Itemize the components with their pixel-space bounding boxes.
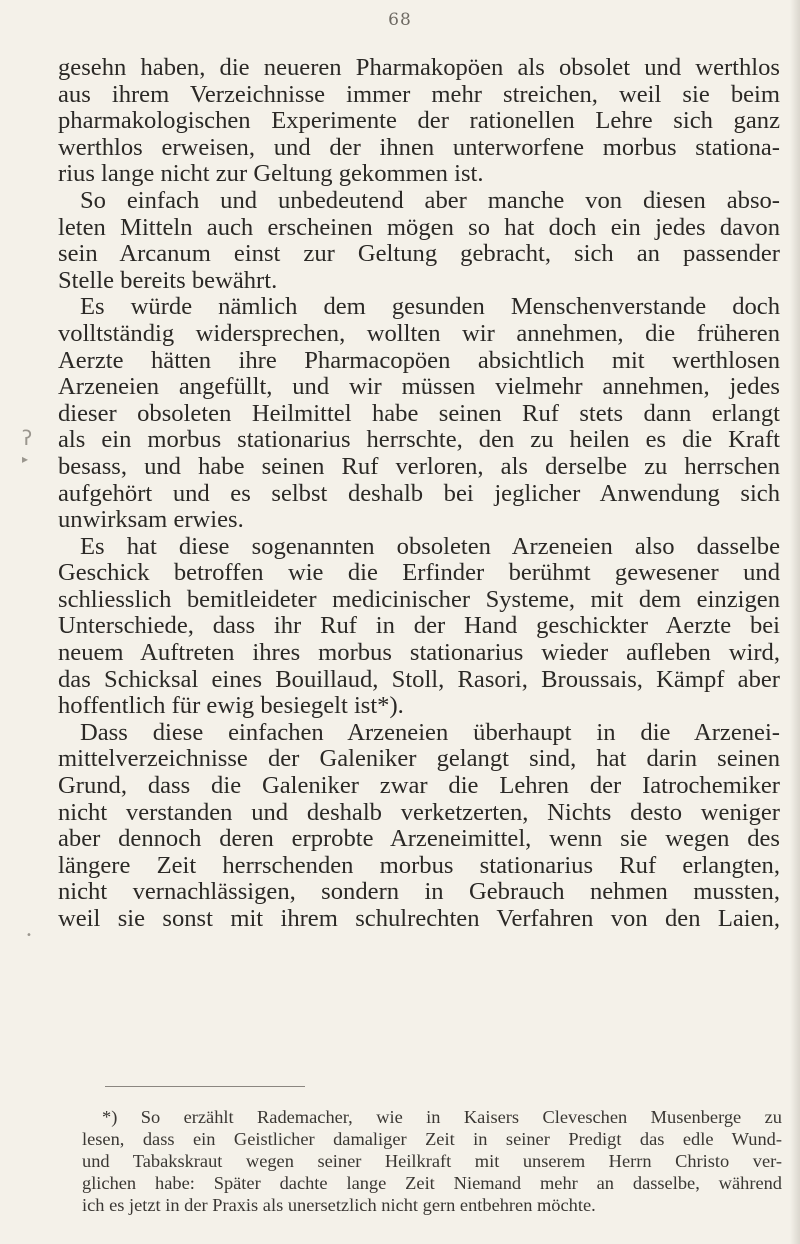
text-line: das Schicksal eines Bouillaud, Stoll, Rasori, Broussais, Kämpf aber: [58, 665, 780, 693]
text-line: Es hat diese sogenannten obsoleten Arzeneien also dasselbe: [80, 532, 780, 560]
text-line: neuem Auftreten ihres morbus stationarius wieder aufleben wird,: [58, 639, 780, 667]
footnote-divider: [105, 1086, 305, 1087]
text-line: Unterschiede, dass ihr Ruf in der Hand geschickter Aerzte bei: [58, 612, 780, 640]
text-line: gesehn haben, die neueren Pharmakopöen als obsolet und werthlos: [58, 54, 780, 81]
footnote-line: lesen, dass ein Geistlicher damaliger Zeit in seiner Predigt das edle Wund-: [82, 1129, 782, 1149]
text-line: aber dennoch deren erprobte Arzeneimittel, wenn sie wegen des: [58, 825, 780, 853]
footnote-line: glichen habe: Später dachte lange Zeit Niemand mehr an dasselbe, während: [82, 1173, 782, 1193]
text-line: Arzeneien angefüllt, und wir müssen vielmehr annehmen, jedes: [58, 373, 780, 401]
text-line: aufgehört und es selbst deshalb bei jeglicher Anwendung sich: [58, 479, 780, 507]
text-line: als ein morbus stationarius herrschte, den zu heilen es die Kraft: [58, 426, 780, 454]
text-line: längere Zeit herrschenden morbus stationarius Ruf erlangten,: [58, 851, 780, 879]
text-line: dieser obsoleten Heilmittel habe seinen Ruf stets dann erlangt: [58, 399, 780, 427]
footnote-line: *) So erzählt Rademacher, wie in Kaisers Cleveschen Musenberge zu: [102, 1107, 782, 1127]
margin-pencil-mark: ʔ: [22, 426, 33, 450]
page-number: 68: [388, 10, 412, 30]
margin-pencil-tick: ▸: [22, 452, 29, 466]
text-line: werthlos erweisen, und der ihnen unterworfene morbus stationa-: [58, 133, 780, 161]
text-line: hoffentlich für ewig besiegelt ist*).: [58, 692, 404, 720]
page-edge-shadow: [790, 0, 800, 1244]
text-line: So einfach und unbedeutend aber manche von diesen abso-: [80, 186, 780, 214]
main-text: [58, 55, 780, 933]
text-line: Es würde nämlich dem gesunden Menschenverstande doch: [80, 293, 780, 321]
text-line: schliesslich bemitleideter medicinischer Systeme, mit dem einzigen: [58, 585, 780, 613]
text-line: besass, und habe seinen Ruf verloren, als derselbe zu herrschen: [58, 452, 780, 480]
text-line: leten Mitteln auch erscheinen mögen so hat doch ein jedes davon: [58, 213, 780, 241]
text-line: Aerzte hätten ihre Pharmacopöen absichtlich mit werthlosen: [58, 346, 780, 374]
text-line: Dass diese einfachen Arzeneien überhaupt in die Arzenei-: [80, 718, 780, 746]
text-line: mittelverzeichnisse der Galeniker gelangt sind, hat darin seinen: [58, 745, 780, 773]
footnote-line: und Tabakskraut wegen seiner Heilkraft mit unserem Herrn Christo ver-: [82, 1151, 782, 1171]
text-line: pharmakologischen Experimente der rationellen Lehre sich ganz: [58, 107, 780, 135]
text-line: rius lange nicht zur Geltung gekommen ist.: [58, 160, 484, 188]
text-line: nicht verstanden und deshalb verketzerten, Nichts desto weniger: [58, 798, 780, 826]
text-line: aus ihrem Verzeichnisse immer mehr streichen, weil sie beim: [58, 80, 780, 108]
text-line: nicht vernachlässigen, sondern in Gebrauch nehmen mussten,: [58, 878, 780, 906]
footnote-line: ich es jetzt in der Praxis als unersetzlich nicht gern entbehren möchte.: [82, 1195, 596, 1215]
text-line: Grund, dass die Galeniker zwar die Lehren der Iatrochemiker: [58, 772, 780, 800]
text-line: weil sie sonst mit ihrem schulrechten Verfahren von den Laien,: [58, 905, 780, 932]
margin-pencil-dot: •: [26, 930, 32, 941]
text-line: sein Arcanum einst zur Geltung gebracht, sich an passender: [58, 240, 780, 268]
text-line: volltständig widersprechen, wollten wir annehmen, die früheren: [58, 319, 780, 347]
text-line: Geschick betroffen wie die Erfinder berühmt gewesener und: [58, 559, 780, 587]
text-line: Stelle bereits bewährt.: [58, 266, 278, 294]
text-line: unwirksam erwies.: [58, 506, 244, 534]
footnote: [82, 1106, 782, 1216]
